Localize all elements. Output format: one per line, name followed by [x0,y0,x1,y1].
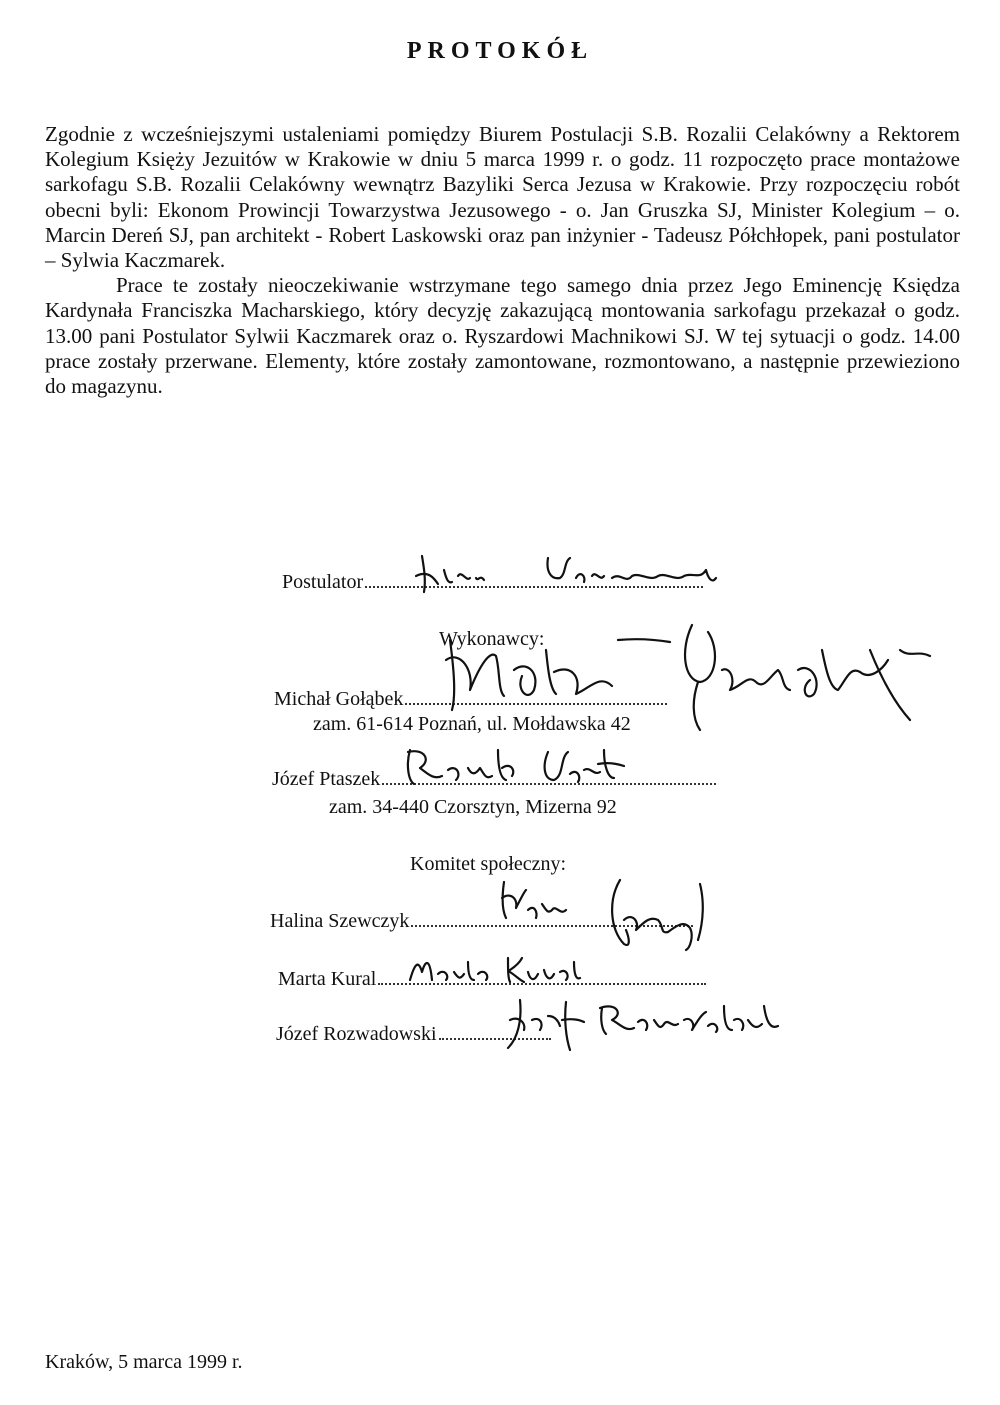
document-body [45,122,960,399]
jozef-rozwadowski-name: Józef Rozwadowski [276,1023,437,1045]
postulator-signature [400,548,740,598]
jozef-rozwadowski-signature [488,990,788,1060]
komitet-heading: Komitet społeczny: [410,853,567,875]
jozef-ptaszek-address: zam. 34-440 Czorsztyn, Mizerna 92 [329,796,617,818]
paragraph-2: Prace te zostały nieoczekiwanie wstrzymane tego samego dnia przez Jego Eminencję Księdza Kardynała Franciszka Macharskiego, który decyzję zakazującą montowania sarkofagu przekazał o godz. 13.00 pani Postulator Sylwii Kaczmarek oraz o. Ryszardowi Machnikowi SJ. W tej sytuacji o godz. 14.00 prace zostały przerwane. Elementy, które zostały zamontowane, rozmontowano, a następnie przewieziono do magazynu. [45,273,960,399]
michal-address: zam. 61-614 Poznań, ul. Mołdawska 42 [313,713,631,735]
paragraph-1: Zgodnie z wcześniejszymi ustaleniami pomiędzy Biurem Postulacji S.B. Rozalii Celakówny a Rektorem Kolegium Księży Jezuitów w Krakowie w dniu 5 marca 1999 r. o godz. 11 rozpoczęto prace montażowe sarkofagu S.B. Rozalii Celakówny wewnątrz Bazyliki Serca Jezusa w Krakowie. Przy rozpoczęciu robót obecni byli: Ekonom Prowincji Towarzystwa Jezusowego - o. Jan Gruszka SJ, Minister Kolegium – o. Marcin Dereń SJ, pan architekt - Robert Laskowski oraz pan inżynier - Tadeusz Półchłopek, pani postulator – Sylwia Kaczmarek. [45,122,960,273]
document-title: PROTOKÓŁ [406,38,594,64]
jozef-ptaszek-name: Józef Ptaszek [272,768,381,790]
marta-name: Marta Kural [278,968,377,990]
jozef-ptaszek-signature [398,740,638,800]
wykonawcy-heading: Wykonawcy: [439,628,545,650]
halina-signature [490,870,730,960]
michal-name: Michał Gołąbek [274,688,404,710]
postulator-label: Postulator [282,571,364,593]
marta-signature [404,950,594,990]
footer-place-date: Kraków, 5 marca 1999 r. [45,1351,243,1373]
halina-name: Halina Szewczyk [270,910,410,932]
